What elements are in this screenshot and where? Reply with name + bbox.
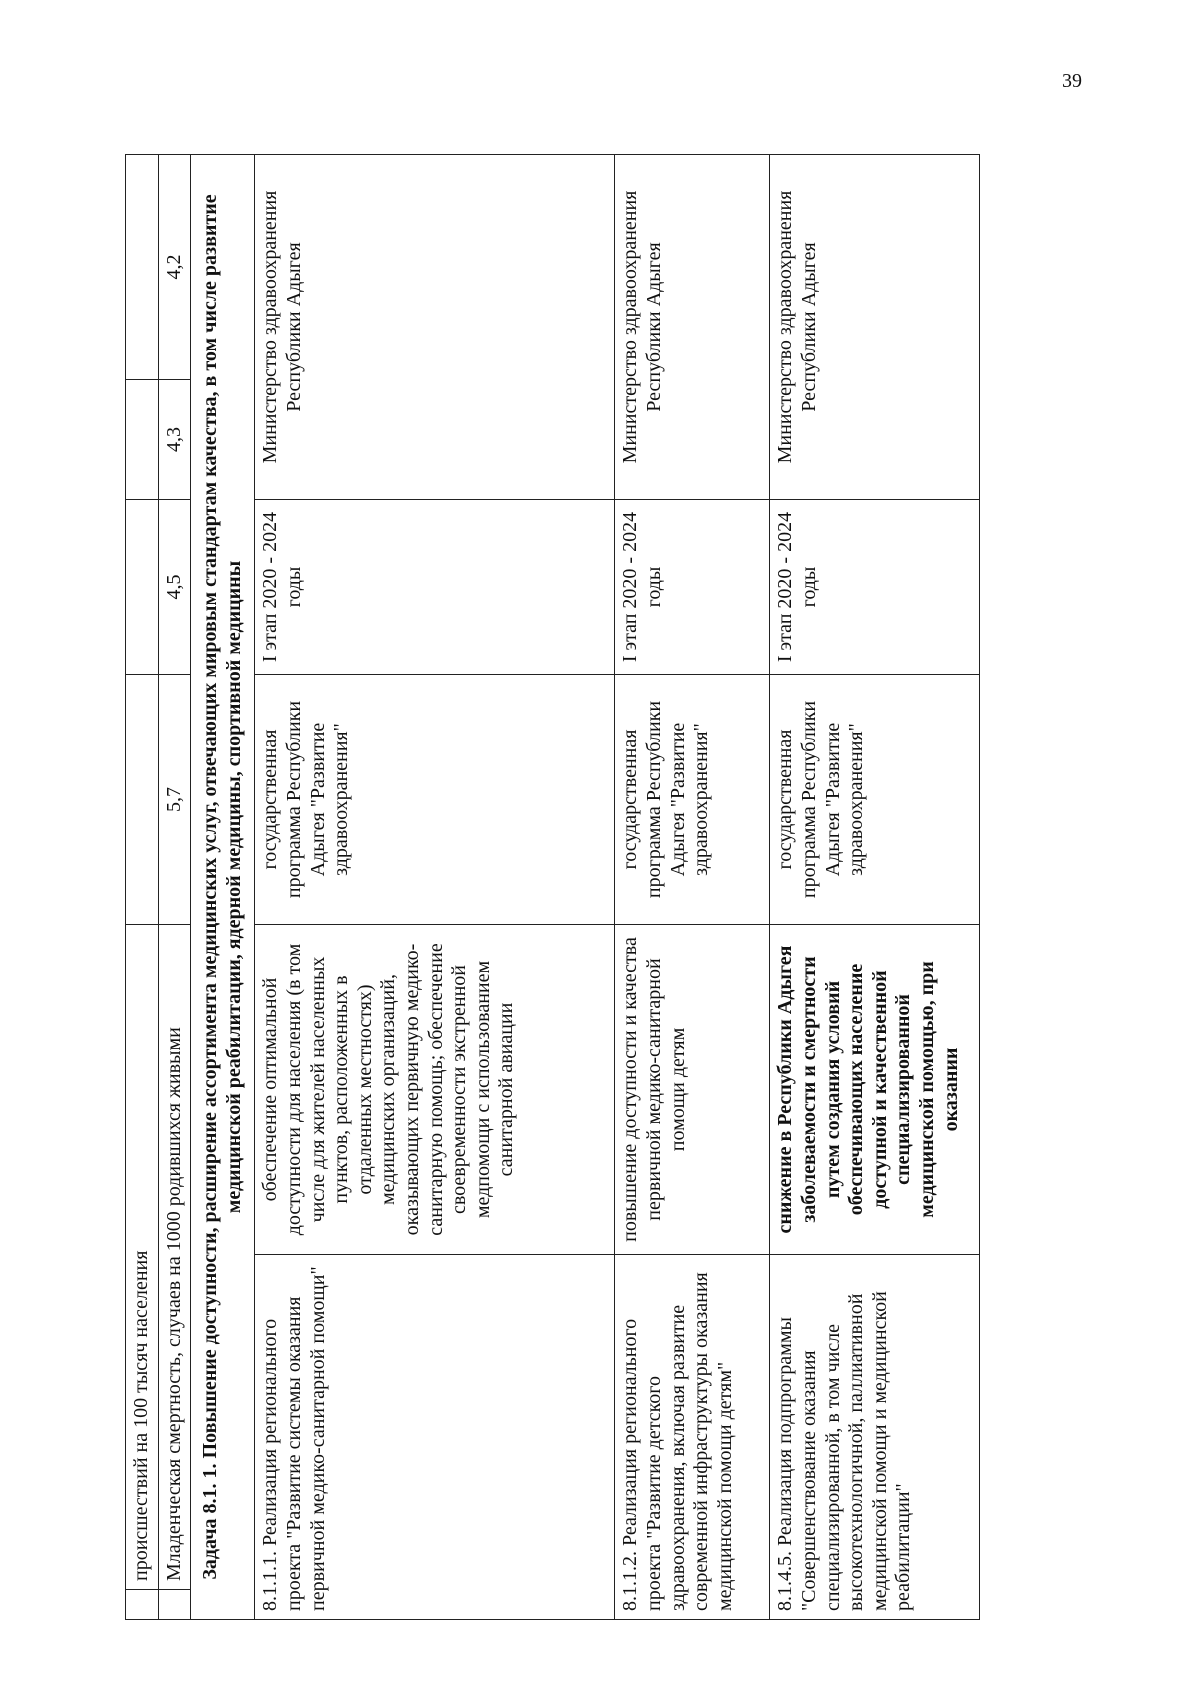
table-row — [126, 155, 159, 1620]
executor-cell: Министерство здравоохранения Республики Адыгея — [255, 155, 615, 500]
period-cell: I этап 2020 - 2024 годы — [255, 500, 615, 675]
rotated-table-container — [125, 155, 1055, 1620]
indicator-value — [126, 500, 159, 675]
executor-cell: Министерство здравоохранения Республики Адыгея — [615, 155, 770, 500]
table-cell — [158, 1590, 191, 1620]
plan-table — [125, 154, 980, 1620]
table-row — [158, 155, 191, 1620]
page-number: 39 — [1062, 70, 1082, 92]
table-row — [191, 155, 255, 1620]
result-cell: снижение в Республики Адыгея заболеваемости и смертности путем создания условий обеспечивающих население доступной и качественной специализированной медицинской помощью, при оказании — [770, 925, 980, 1255]
indicator-value: 5,7 — [158, 675, 191, 925]
program-cell: государственная программа Республики Адыгея "Развитие здравоохранения" — [615, 675, 770, 925]
table-row — [770, 155, 980, 1620]
table-row — [615, 155, 770, 1620]
program-cell: государственная программа Республики Адыгея "Развитие здравоохранения" — [255, 675, 615, 925]
table-row — [255, 155, 615, 1620]
program-cell: государственная программа Республики Адыгея "Развитие здравоохранения" — [770, 675, 980, 925]
executor-cell: Министерство здравоохранения Республики Адыгея — [770, 155, 980, 500]
table-cell — [126, 1590, 159, 1620]
measure-cell: 8.1.4.5. Реализация подпрограммы "Совершенствование оказания специализированной, в том числе высокотехнологичной, паллиативной медицинской помощи и медицинской реабилитации" — [770, 1255, 980, 1620]
result-cell: обеспечение оптимальной доступности для населения (в том числе для жителей населенных пунктов, расположенных в отдаленных местностях) медицинских организаций, оказывающих первичную медико-санитарную помощь; обеспечение своевременности экстренной медпомощи с использованием санитарной авиации — [255, 925, 615, 1255]
period-cell: I этап 2020 - 2024 годы — [615, 500, 770, 675]
period-cell: I этап 2020 - 2024 годы — [770, 500, 980, 675]
indicator-label: Младенческая смертность, случаев на 1000 родившихся живыми — [158, 925, 191, 1590]
indicator-value: 4,3 — [158, 380, 191, 500]
indicator-label: происшествий на 100 тысяч населения — [126, 925, 159, 1590]
measure-cell: 8.1.1.1. Реализация регионального проекта "Развитие системы оказания первичной медико-санитарной помощи" — [255, 1255, 615, 1620]
indicator-value: 4,5 — [158, 500, 191, 675]
indicator-value — [126, 155, 159, 380]
result-cell: повышение доступности и качества первичной медико-санитарной помощи детям — [615, 925, 770, 1255]
task-title: Задача 8.1. 1. Повышение доступности, расширение ассортимента медицинских услуг, отвечающих мировым стандартам качества, в том числе развитие медицинской реабилитации, ядерной медицины, спортивной медицины — [191, 155, 255, 1620]
indicator-value — [126, 380, 159, 500]
indicator-value: 4,2 — [158, 155, 191, 380]
measure-cell: 8.1.1.2. Реализация регионального проекта "Развитие детского здравоохранения, включая развитие современной инфраструктуры оказания медицинской помощи детям" — [615, 1255, 770, 1620]
indicator-value — [126, 675, 159, 925]
